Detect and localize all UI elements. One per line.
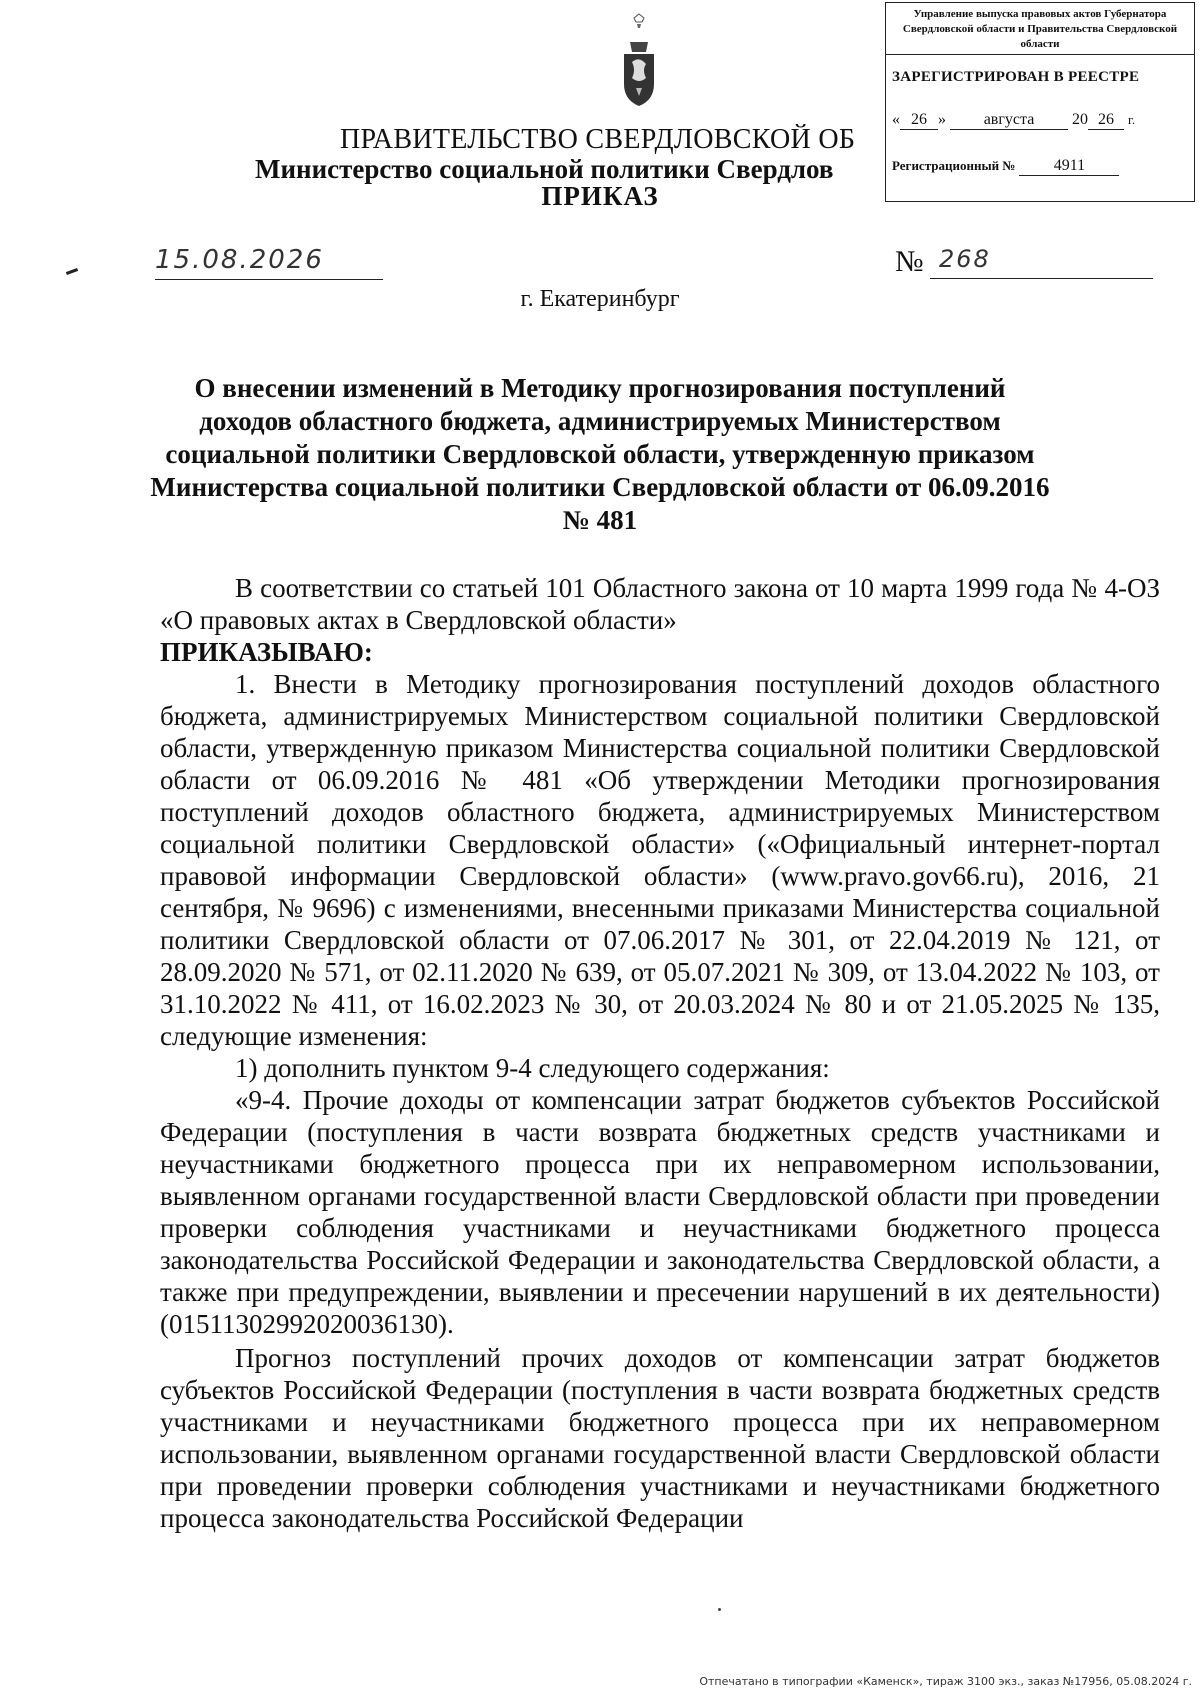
ministry-heading: Министерство социальной политики Свердлов [255,154,834,184]
clause-9-4: «9-4. Прочие доходы от компенсации затрат бюджетов субъектов Российской Федерации (поступления в части возврата бюджетных средств участниками и неучастниками бюджетного процесса при их неправомерном использовании, выявленном органами государственной власти Свердловской области при проведении проверки соблюдения участниками и неучастниками бюджетного процесса законодательства Российской Федерации и законодательства Свердловской области, а также при предупреждении, выявлении и пресечении нарушений в их деятельности) (01511302992020036130). [160,1085,1160,1339]
stamp-quote-open: « [892,111,900,128]
stamp-authority: Управление выпуска правовых актов Губернатора Свердловской области и Правительства Свердловской области [886,3,1194,55]
coat-of-arms-emblem [620,12,658,108]
forecast-paragraph: Прогноз поступлений прочих доходов от компенсации затрат бюджетов субъектов Российской Федерации (поступления в части возврата бюджетных средств участниками и неучастниками бюджетного процесса при их неправомерном использовании, выявленном органами государственной власти Свердловской области при проведении проверки соблюдения участниками и неучастниками бюджетного процесса законодательства Российской Федерации [160,1343,1160,1533]
margin-mark [66,268,78,275]
page-speck [718,1608,721,1611]
order-date-handwritten: 15.08.2026 [155,245,383,280]
order-number-label: № [895,245,924,278]
order-word: ПРИКАЗЫВАЮ: [160,637,373,667]
stamp-month: августа [950,111,1068,130]
order-number [895,245,1153,279]
stamp-day: 26 [900,111,938,130]
document-type: ПРИКАЗ [541,181,659,211]
subitem-1: 1) дополнить пунктом 9-4 следующего содержания: [235,1053,830,1083]
document-body [160,572,1160,1534]
item-1: 1. Внести в Методику прогнозирования поступлений доходов областного бюджета, администрируемых Министерством социальной политики Свердловской области, утвержденную приказом Министерства социальной политики Свердловской области от 06.09.2016 № 481 «Об утверждении Методики прогнозирования поступлений доходов областного бюджета, администрируемых Министерством социальной политики Свердловской области» («Официальный интернет-портал правовой информации Свердловской области» (www.pravo.gov66.ru), 2016, 21 сентября, № 9696) с изменениями, внесенными приказами Министерства социальной политики Свердловской области от 07.06.2017 № 301, от 22.04.2019 № 121, от 28.09.2020 № 571, от 02.11.2020 № 639, от 05.07.2021 № 309, от 13.04.2022 № 103, от 31.10.2022 № 411, от 16.02.2023 № 30, от 20.03.2024 № 80 и от 21.05.2025 № 135, следующие изменения: [160,669,1160,1051]
stamp-reg-number: 4911 [1019,157,1119,176]
stamp-registered-label: ЗАРЕГИСТРИРОВАН В РЕЕСТРЕ [892,69,1140,85]
city: г. Екатеринбург [520,286,680,312]
stamp-year: 26 [1088,111,1124,130]
registration-stamp [885,2,1195,202]
stamp-year-prefix: 20 [1072,111,1088,128]
stamp-reg-number-row [892,157,1119,176]
stamp-date [892,111,1192,130]
stamp-quote-close: » [938,111,946,128]
document-title: О внесении изменений в Методику прогнозирования поступлений доходов областного бюджета, администрируемых Министерством социальной политики Свердловской области, утвержденную приказом Министерства социальной политики Свердловской области от 06.09.2016 № 481 [150,373,1050,535]
stamp-reg-label: Регистрационный № [892,158,1016,173]
preamble: В соответствии со статьей 101 Областного закона от 10 марта 1999 года № 4-ОЗ «О правовых актах в Свердловской области» [160,573,1160,635]
order-number-line [930,278,1153,279]
government-heading: ПРАВИТЕЛЬСТВО СВЕРДЛОВСКОЙ ОБ [340,124,856,155]
print-footer: Отпечатано в типографии «Каменск», тираж 3100 экз., заказ №17956, 05.08.2024 г. [699,1675,1192,1688]
stamp-year-suffix: г. [1128,112,1136,127]
order-number-handwritten: 268 [939,245,991,273]
